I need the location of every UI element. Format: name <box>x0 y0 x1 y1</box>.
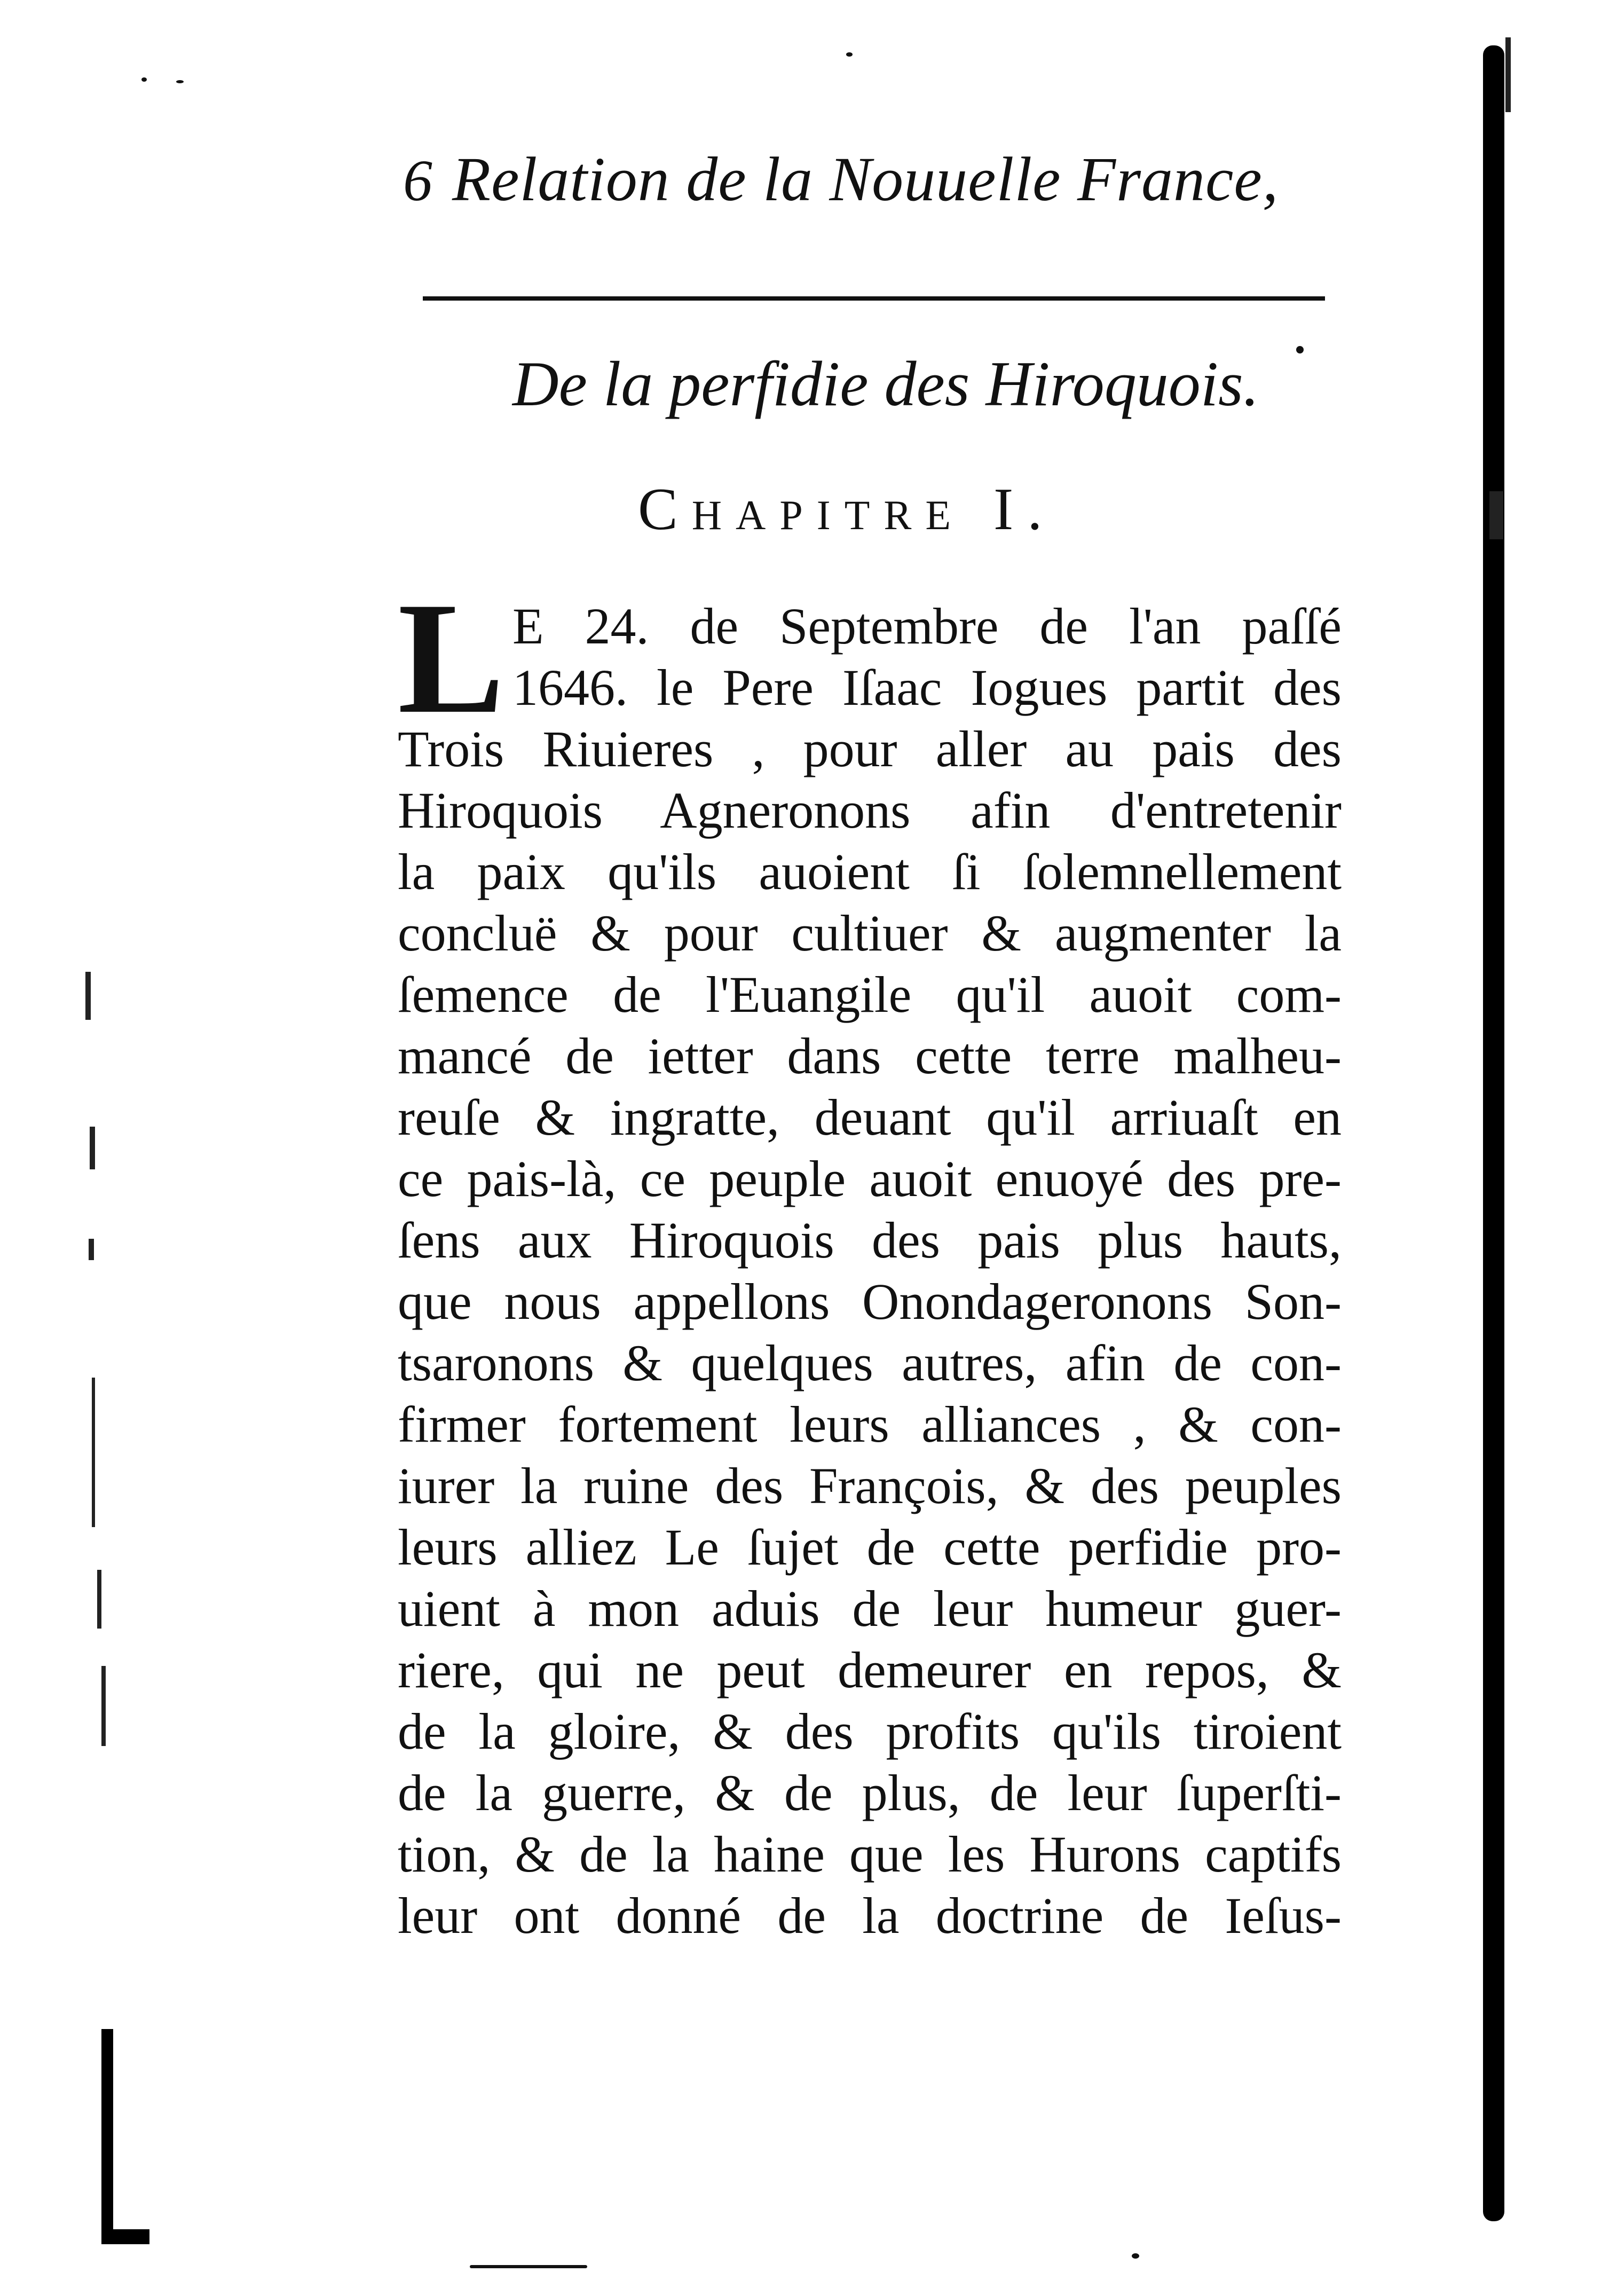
ink-speck <box>1132 2253 1139 2259</box>
text-line: Trois Riuieres , pour aller au pais des <box>398 720 1342 777</box>
margin-mark <box>101 1666 106 1746</box>
running-head <box>403 143 1311 229</box>
ink-speck <box>470 2265 587 2268</box>
scan-edge-shadow-right <box>1483 45 1504 2221</box>
text-line: uient à mon aduis de leur humeur guer- <box>398 1580 1342 1637</box>
ink-speck <box>846 52 853 57</box>
text-line: ſens aux Hiroquois des pais plus hauts, <box>398 1212 1342 1269</box>
body-text <box>398 595 1342 1946</box>
page-number: 6 <box>403 148 433 213</box>
scan-edge-shadow-left <box>101 2029 113 2243</box>
text-line: leurs alliez Le ſujet de cette perfidie pro- <box>398 1519 1342 1576</box>
text-line: leur ont donné de la doctrine de Ieſus- <box>398 1887 1342 1944</box>
text-line: 1646. le Pere Iſaac Iogues partit des <box>512 659 1342 716</box>
text-line: E 24. de Septembre de l'an paſſé <box>512 597 1342 655</box>
scan-edge-mark-right <box>1505 37 1511 112</box>
text-line: mancé de ietter dans cette terre malheu- <box>398 1027 1342 1084</box>
text-line: reuſe & ingratte, deuant qu'il arriuaſt en <box>398 1089 1342 1146</box>
text-line: Hiroquois Agneronons afin d'entretenir <box>398 782 1342 839</box>
drop-cap: L <box>398 569 505 746</box>
ink-speck <box>176 80 184 83</box>
text-line: tion, & de la haine que les Hurons captifs <box>398 1826 1342 1883</box>
text-line: ſemence de l'Euangile qu'il auoit com- <box>398 966 1342 1023</box>
text-line: concluë & pour cultiuer & augmenter la <box>398 905 1342 962</box>
text-line: tsaronons & quelques autres, afin de con- <box>398 1334 1342 1391</box>
margin-mark <box>1489 491 1503 539</box>
text-line: de la gloire, & des profits qu'ils tiroient <box>398 1703 1342 1760</box>
margin-mark <box>90 1127 95 1169</box>
chapter-title: De la perfidie des Hiroquois. <box>512 348 1259 419</box>
running-title: Relation de la Nouuelle France, <box>452 144 1279 214</box>
text-line: ce pais-là, ce peuple auoit enuoyé des pre- <box>398 1150 1342 1207</box>
text-line: de la guerre, & de plus, de leur ſuperſti- <box>398 1764 1342 1821</box>
text-line: la paix qu'ils auoient ſi ſolemnellement <box>398 843 1342 900</box>
margin-mark <box>89 1239 94 1260</box>
text-line: riere, qui ne peut demeurer en repos, & <box>398 1641 1342 1699</box>
header-rule <box>423 296 1325 301</box>
margin-mark <box>85 972 91 1020</box>
text-line: iurer la ruine des François, & des peuples <box>398 1457 1342 1514</box>
ink-speck <box>141 77 147 82</box>
text-line: firmer fortement leurs alliances , & con- <box>398 1396 1342 1453</box>
scan-edge-foot-left <box>101 2229 149 2244</box>
text-line: que nous appellons Onondageronons Son- <box>398 1273 1342 1330</box>
margin-mark <box>92 1378 95 1527</box>
chapter-number: Chapitre I. <box>638 476 1056 542</box>
margin-mark <box>97 1570 101 1629</box>
